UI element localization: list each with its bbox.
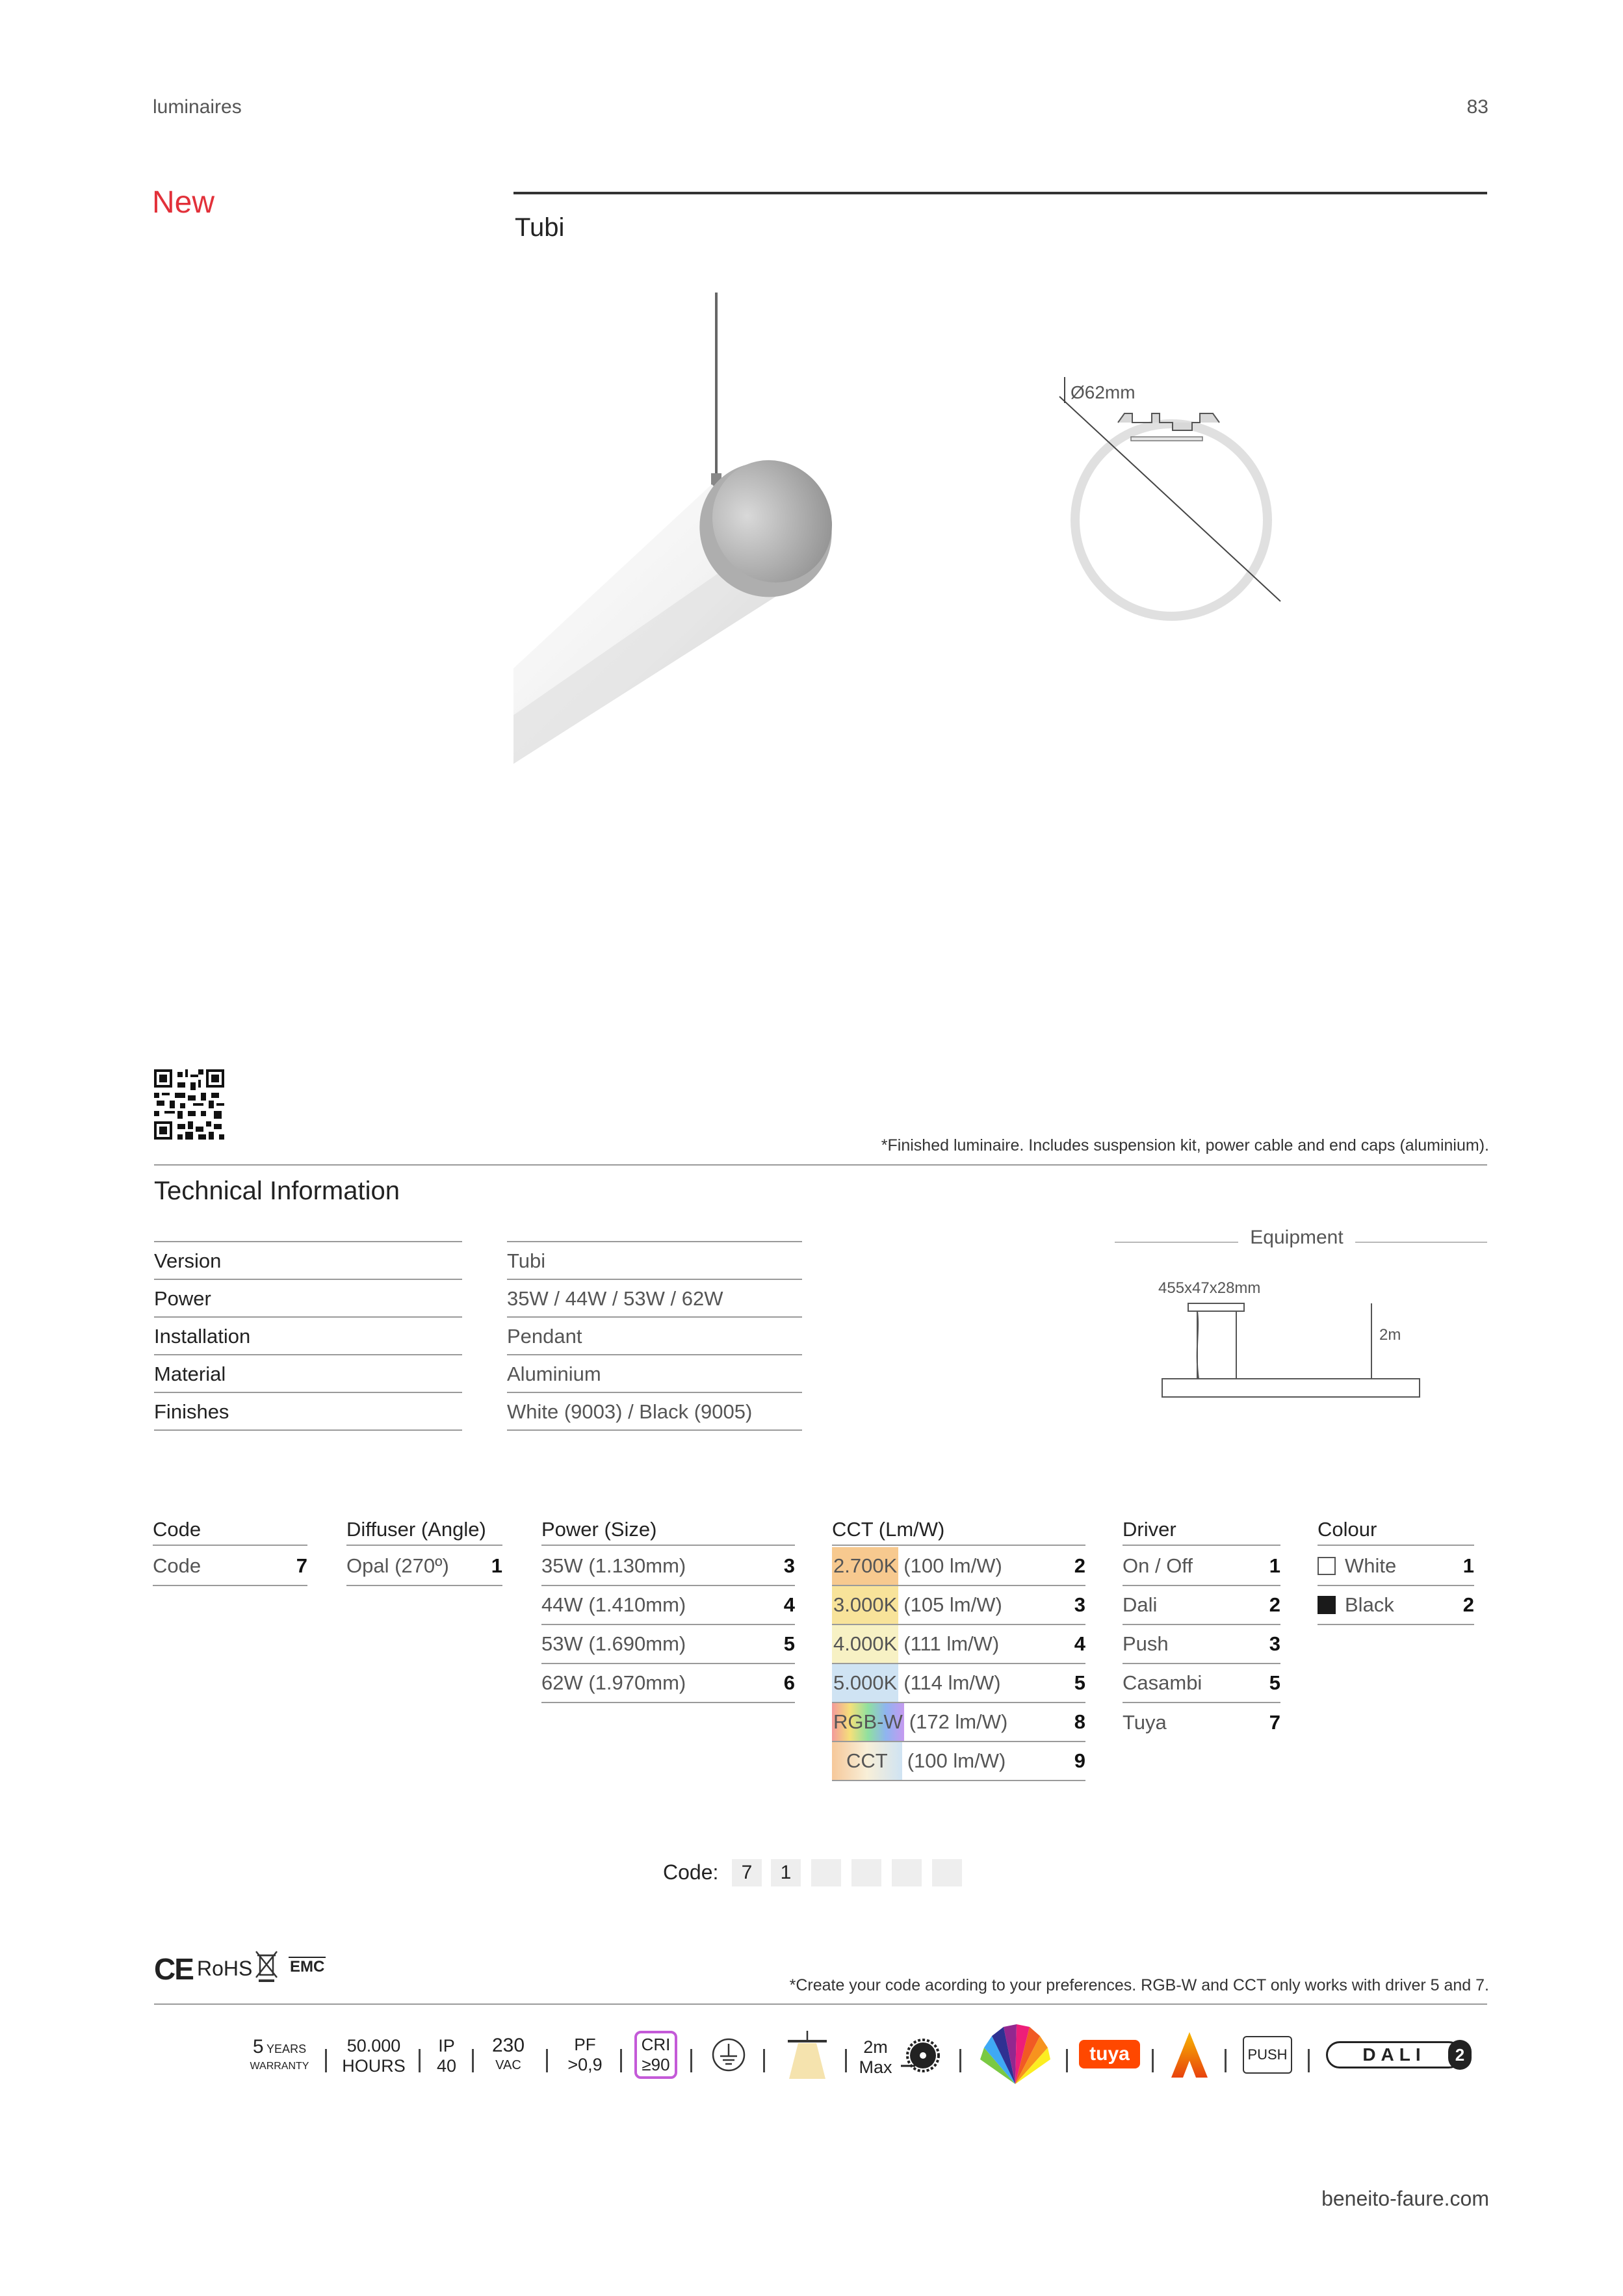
option-number: 3 (1074, 1593, 1085, 1616)
option-number: 8 (1074, 1710, 1085, 1733)
cross-section-drawing (1053, 377, 1287, 631)
ce-mark: CE (154, 1952, 193, 1986)
equipment-rule-left (1115, 1242, 1238, 1243)
tuya-logo-icon: tuya (1079, 2040, 1140, 2068)
divider-icons (154, 2003, 1487, 2005)
option-label: Tuya (1123, 1711, 1167, 1734)
code-slot-4[interactable] (851, 1859, 881, 1886)
cct-tag: 4.000K (832, 1625, 898, 1663)
option-label: (114 lm/W) (903, 1671, 1001, 1694)
code-option[interactable] (153, 1547, 307, 1586)
equipment-box-size: 455x47x28mm (1158, 1279, 1261, 1297)
option-number: 1 (1462, 1554, 1474, 1577)
code-header: Code (153, 1513, 307, 1546)
diameter-label: Ø62mm (1071, 382, 1136, 402)
option-label: On / Off (1123, 1554, 1193, 1577)
tech-key-version: Version (154, 1242, 462, 1280)
hours-word: HOURS (342, 2056, 406, 2076)
equipment-rule-right (1355, 1242, 1487, 1243)
driver-option-casambi[interactable] (1123, 1664, 1280, 1703)
dali-text: DALI (1362, 2044, 1426, 2065)
separator (959, 2049, 961, 2072)
option-label: Casambi (1123, 1671, 1202, 1694)
option-label: (172 lm/W) (909, 1710, 1008, 1733)
separator (1308, 2049, 1310, 2072)
hours-number: 50.000 (346, 2036, 401, 2055)
option-number: 5 (1074, 1671, 1085, 1694)
title-rule (513, 192, 1487, 194)
ip-rating-icon (430, 2036, 463, 2076)
product-image (513, 286, 877, 767)
separator (690, 2049, 692, 2072)
colour-option-black[interactable] (1318, 1586, 1474, 1625)
cct-tag: RGB-W (832, 1703, 904, 1741)
cable-max-label: Max (859, 2057, 892, 2077)
page-number: 83 (1466, 96, 1488, 118)
separator (472, 2049, 474, 2072)
cct-option-4000k[interactable] (832, 1625, 1085, 1664)
power-factor-icon (559, 2035, 611, 2075)
option-number: 5 (1269, 1671, 1280, 1694)
tech-value-finishes: White (9003) / Black (9005) (507, 1393, 802, 1431)
technical-title: Technical Information (154, 1177, 400, 1205)
separator (546, 2049, 548, 2072)
warranty-icon (247, 2036, 312, 2072)
tech-value-version: Tubi (507, 1242, 802, 1280)
tech-key-material: Material (154, 1355, 462, 1393)
option-number: 5 (783, 1632, 795, 1655)
separator (845, 2049, 847, 2072)
code-slot-1[interactable]: 7 (732, 1859, 762, 1886)
option-label: (111 lm/W) (903, 1632, 1000, 1655)
option-label: Opal (270º) (346, 1554, 449, 1577)
push-button-icon: PUSH (1243, 2036, 1292, 2074)
driver-header: Driver (1123, 1513, 1280, 1546)
option-label: (105 lm/W) (903, 1593, 1002, 1616)
cct-option-3000k[interactable] (832, 1586, 1085, 1625)
power-option-62w[interactable] (541, 1664, 795, 1703)
power-header: Power (Size) (541, 1513, 795, 1546)
option-label: 62W (1.970mm) (541, 1671, 686, 1694)
dali-version-badge: 2 (1448, 2040, 1472, 2070)
power-option-44w[interactable] (541, 1586, 795, 1625)
option-number: 2 (1074, 1554, 1085, 1577)
warranty-word: WARRANTY (250, 2061, 309, 2072)
pf-value: >0,9 (567, 2055, 603, 2074)
tech-value-power: 35W / 44W / 53W / 62W (507, 1280, 802, 1318)
power-option-35w[interactable] (541, 1547, 795, 1586)
separator (1152, 2049, 1154, 2072)
cct-option-2700k[interactable] (832, 1547, 1085, 1586)
option-label: Black (1345, 1593, 1394, 1616)
option-number: 6 (783, 1671, 795, 1694)
cct-tag: 3.000K (832, 1586, 898, 1624)
code-note: *Create your code acording to your preferences. RGB-W and CCT only works with driver 5 and 7. (789, 1976, 1489, 1994)
power-option-53w[interactable] (541, 1625, 795, 1664)
option-label: (100 lm/W) (903, 1554, 1002, 1577)
code-slot-2[interactable]: 1 (771, 1859, 801, 1886)
driver-option-dali[interactable] (1123, 1586, 1280, 1625)
cri-value: ≥90 (642, 2055, 670, 2074)
diffuser-header: Diffuser (Angle) (346, 1513, 502, 1546)
warranty-number: 5 (252, 2036, 264, 2057)
option-number: 1 (1269, 1554, 1280, 1577)
section-label: luminaires (153, 96, 242, 118)
code-slot-6[interactable] (932, 1859, 962, 1886)
pendant-light-icon (785, 2031, 829, 2080)
separator (1225, 2049, 1227, 2072)
weee-bin-icon (253, 1949, 279, 1983)
equipment-drawing (1157, 1297, 1430, 1407)
tech-key-finishes: Finishes (154, 1393, 462, 1431)
separator (763, 2049, 765, 2072)
cct-option-rgbw[interactable] (832, 1703, 1085, 1742)
casambi-logo-icon (1170, 2031, 1209, 2079)
option-label: 35W (1.130mm) (541, 1554, 686, 1577)
ip-label: IP (438, 2036, 455, 2055)
rgb-color-fan-icon (978, 2022, 1053, 2087)
cct-option-cct[interactable] (832, 1742, 1085, 1781)
separator (620, 2049, 622, 2072)
option-label: Dali (1123, 1593, 1158, 1616)
option-number: 3 (1269, 1632, 1280, 1655)
website-link[interactable]: beneito-faure.com (1321, 2187, 1489, 2210)
option-number: 4 (1074, 1632, 1085, 1655)
colour-header: Colour (1318, 1513, 1474, 1546)
option-number: 3 (783, 1554, 795, 1577)
tech-value-installation: Pendant (507, 1318, 802, 1355)
option-label: 53W (1.690mm) (541, 1632, 686, 1655)
cct-tag: CCT (832, 1742, 902, 1780)
equipment-cable-length: 2m (1379, 1326, 1401, 1344)
emc-mark: EMC (290, 1958, 325, 1976)
option-label: (100 lm/W) (907, 1749, 1006, 1772)
option-number: 9 (1074, 1749, 1085, 1772)
separator (325, 2049, 327, 2072)
saw-cut-icon (901, 2037, 941, 2074)
rohs-mark: RoHS (197, 1957, 253, 1980)
code-slot-3[interactable] (811, 1859, 841, 1886)
code-slot-5[interactable] (892, 1859, 922, 1886)
earth-ground-icon (711, 2037, 746, 2072)
ip-value: 40 (436, 2056, 457, 2076)
option-label: Code (153, 1554, 201, 1577)
colour-option-white[interactable] (1318, 1547, 1474, 1586)
cct-header: CCT (Lm/W) (832, 1513, 1085, 1546)
diffuser-option-opal[interactable] (346, 1547, 502, 1586)
divider-technical (154, 1164, 1487, 1166)
finished-note: *Finished luminaire. Includes suspension kit, power cable and end caps (aluminium). (881, 1136, 1489, 1155)
white-swatch-icon (1318, 1557, 1336, 1575)
qr-code[interactable] (154, 1069, 224, 1140)
option-number: 4 (783, 1593, 795, 1616)
voltage-unit: VAC (495, 2058, 521, 2072)
driver-option-tuya[interactable] (1123, 1703, 1280, 1742)
product-title: Tubi (515, 213, 565, 242)
code-builder-label: Code: (663, 1860, 719, 1884)
tech-value-material: Aluminium (507, 1355, 802, 1393)
cct-tag: 5.000K (832, 1664, 898, 1702)
tech-key-power: Power (154, 1280, 462, 1318)
option-number: 7 (296, 1554, 307, 1577)
driver-option-push[interactable] (1123, 1625, 1280, 1664)
driver-option-on-off[interactable] (1123, 1547, 1280, 1586)
option-number: 2 (1462, 1593, 1474, 1616)
cri-label: CRI (641, 2035, 671, 2054)
equipment-label: Equipment (1250, 1227, 1344, 1248)
option-label: White (1345, 1554, 1397, 1577)
option-number: 1 (491, 1554, 502, 1577)
new-badge: New (152, 185, 215, 220)
warranty-years: YEARS (266, 2042, 307, 2055)
pf-label: PF (574, 2035, 596, 2054)
voltage-value: 230 (491, 2035, 525, 2056)
option-number: 7 (1269, 1711, 1280, 1734)
option-label: Push (1123, 1632, 1169, 1655)
tech-key-installation: Installation (154, 1318, 462, 1355)
separator (419, 2049, 421, 2072)
cct-tag: 2.700K (832, 1547, 898, 1585)
cct-option-5000k[interactable] (832, 1664, 1085, 1703)
black-swatch-icon (1318, 1596, 1336, 1614)
option-label: 44W (1.410mm) (541, 1593, 686, 1616)
separator (1066, 2049, 1068, 2072)
voltage-icon (484, 2035, 533, 2073)
cri-icon (634, 2031, 677, 2079)
cable-length-value: 2m (863, 2037, 888, 2057)
dali-logo-icon (1326, 2041, 1462, 2068)
hours-icon (338, 2036, 409, 2076)
option-number: 2 (1269, 1593, 1280, 1616)
cable-length-icon (853, 2037, 898, 2078)
